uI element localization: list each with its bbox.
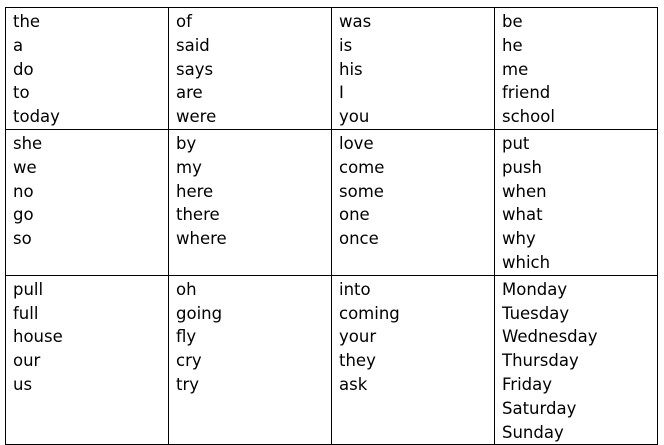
word: full	[13, 303, 39, 323]
word: oh	[176, 279, 197, 299]
word: come	[339, 157, 385, 177]
word: do	[13, 59, 34, 79]
word: of	[176, 12, 192, 31]
word-table-body	[6, 8, 658, 445]
word: when	[502, 181, 547, 201]
table-cell	[332, 275, 495, 445]
table-row	[6, 129, 658, 275]
table-cell	[332, 8, 495, 130]
word: Wednesday	[502, 327, 598, 347]
word: there	[176, 205, 220, 225]
word: try	[176, 374, 200, 394]
word: Tuesday	[502, 303, 570, 323]
word: going	[176, 303, 223, 323]
word: what	[502, 205, 543, 225]
word: love	[339, 133, 374, 153]
word: Saturday	[502, 398, 577, 418]
word: says	[176, 59, 214, 79]
word: no	[13, 181, 34, 201]
word: coming	[339, 303, 400, 323]
word: pull	[13, 279, 44, 299]
word: his	[339, 59, 363, 79]
word: Sunday	[502, 422, 564, 442]
word: to	[13, 83, 30, 103]
word: our	[13, 351, 41, 371]
word: so	[13, 229, 32, 249]
table-cell	[495, 275, 658, 445]
word: they	[339, 351, 376, 371]
table-cell	[169, 129, 332, 275]
word: your	[339, 327, 377, 347]
table-row	[6, 8, 658, 130]
table-cell	[6, 275, 169, 445]
word: us	[13, 374, 33, 394]
table-cell	[332, 129, 495, 275]
word: he	[502, 35, 523, 55]
word: where	[176, 229, 227, 249]
word: cry	[176, 351, 202, 371]
word: are	[176, 83, 203, 103]
word: is	[339, 35, 353, 55]
word: ask	[339, 374, 368, 394]
word: house	[13, 327, 63, 347]
word: Friday	[502, 374, 553, 394]
word: Thursday	[502, 351, 579, 371]
word: once	[339, 229, 379, 249]
word: a	[13, 35, 24, 55]
word: me	[502, 59, 529, 79]
table-cell	[169, 8, 332, 130]
table-cell	[495, 8, 658, 130]
word: by	[176, 133, 197, 153]
word: one	[339, 205, 370, 225]
word: why	[502, 229, 536, 249]
word: push	[502, 157, 542, 177]
word: you	[339, 107, 370, 127]
table-cell	[495, 129, 658, 275]
word: here	[176, 181, 214, 201]
word: were	[176, 107, 217, 127]
word: the	[13, 12, 41, 31]
word: I	[339, 83, 344, 103]
word: go	[13, 205, 34, 225]
word: friend	[502, 83, 551, 103]
word-table	[5, 7, 658, 445]
word: today	[13, 107, 60, 127]
table-cell	[6, 8, 169, 130]
word: fly	[176, 327, 197, 347]
word: be	[502, 12, 523, 31]
word: my	[176, 157, 202, 177]
table-cell	[169, 275, 332, 445]
word: she	[13, 133, 43, 153]
word: said	[176, 35, 210, 55]
word: some	[339, 181, 384, 201]
word: put	[502, 133, 530, 153]
table-cell	[6, 129, 169, 275]
word: which	[502, 252, 551, 272]
word: Monday	[502, 279, 568, 299]
word: into	[339, 279, 371, 299]
word: we	[13, 157, 37, 177]
word: was	[339, 12, 372, 31]
word: school	[502, 107, 555, 127]
table-row	[6, 275, 658, 445]
